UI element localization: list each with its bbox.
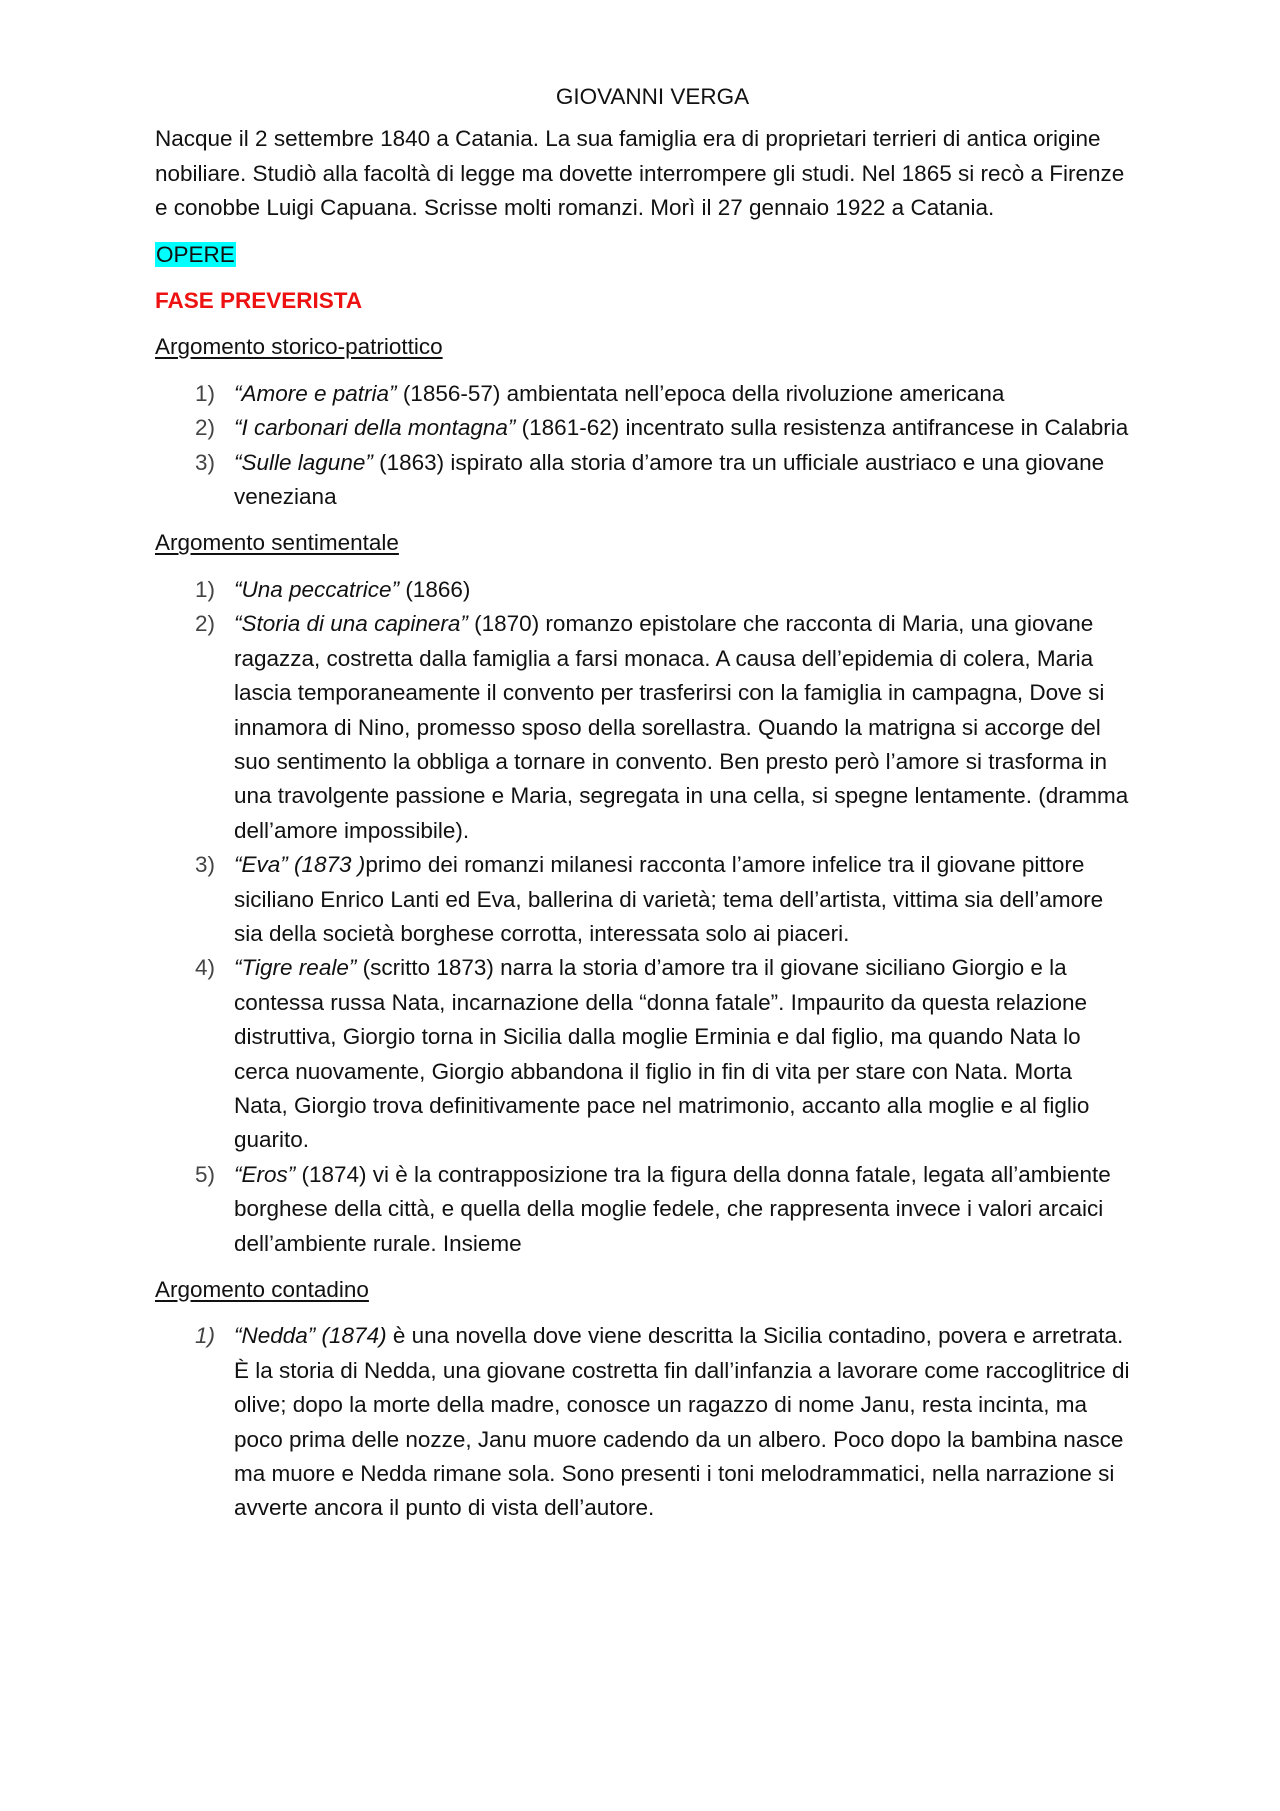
document-title: GIOVANNI VERGA <box>555 84 750 109</box>
list-item <box>155 951 1130 1157</box>
work-title: “Eva” (1873 ) <box>234 852 366 878</box>
work-description: (1856-57) ambientata nell’epoca della rivoluzione americana <box>396 380 1005 406</box>
work-title: “Nedda” (1874) <box>234 1323 387 1349</box>
item-number: 1) <box>195 576 216 602</box>
item-number: 3) <box>195 852 216 878</box>
work-description: (1866) <box>399 576 471 602</box>
works-list-contadino <box>155 1319 1130 1525</box>
work-title: “I carbonari della montagna” <box>234 415 516 441</box>
works-list-sentimentale <box>155 573 1130 1261</box>
list-item <box>155 573 1130 607</box>
item-number: 1) <box>195 1323 216 1349</box>
works-list-storico <box>155 377 1130 515</box>
section-heading-sentimentale: Argomento sentimentale <box>155 530 399 556</box>
work-title: “Sulle lagune” <box>234 449 373 475</box>
document-page <box>155 80 1130 1538</box>
item-number: 2) <box>195 611 216 637</box>
list-item <box>155 607 1130 848</box>
list-item <box>155 411 1130 445</box>
work-title: “Tigre reale” <box>234 955 357 981</box>
section-heading-storico: Argomento storico-patriottico <box>155 334 443 360</box>
work-title: “Una peccatrice” <box>234 576 400 602</box>
work-description: (1863) ispirato alla storia d’amore tra un ufficiale austriaco e una giovane veneziana <box>234 449 1105 510</box>
list-item <box>155 446 1130 515</box>
list-item <box>155 1158 1130 1261</box>
intro-paragraph: Nacque il 2 settembre 1840 a Catania. La sua famiglia era di proprietari terrieri di antica origine nobiliare. Studiò alla facoltà di legge ma dovette interrompere gli studi. Nel 1865 si recò a Firenze e conobbe Luigi Capuana. Scrisse molti romanzi. Morì il 27 gennaio 1922 a Catania. <box>155 126 1125 221</box>
item-number: 3) <box>195 449 216 475</box>
work-description: (1861-62) incentrato sulla resistenza antifrancese in Calabria <box>515 415 1129 441</box>
section-heading-contadino: Argomento contadino <box>155 1277 369 1302</box>
item-number: 2) <box>195 415 216 441</box>
work-description: (1870) romanzo epistolare che racconta di Maria, una giovane ragazza, costretta dalla famiglia a farsi monaca. A causa dell’epidemia di colera, Maria lascia temporaneamente il convento per trasferirsi con la famiglia in campagna, Dove si innamora di Nino, promesso sposo della sorellastra. Quando la matrigna si accorge del suo sentimento la obbliga a tornare in convento. Ben presto però l’amore si trasforma in una travolgente passione e Maria, segregata in una cella, si spegne lentamente. (dramma dell’amore impossibile). <box>234 611 1129 843</box>
work-description: primo dei romanzi milanesi racconta l’amore infelice tra il giovane pittore siciliano Enrico Lanti ed Eva, ballerina di varietà; tema dell’artista, vittima sia dell’amore sia della società borghese corrotta, interessata solo ai piaceri. <box>234 852 1104 946</box>
opere-label: OPERE <box>156 241 235 267</box>
list-item <box>155 1319 1130 1525</box>
item-number: 5) <box>195 1161 216 1187</box>
work-description: (scritto 1873) narra la storia d’amore tra il giovane siciliano Giorgio e la contessa russa Nata, incarnazione della “donna fatale”. Impaurito da questa relazione distruttiva, Giorgio torna in Sicilia dalla moglie Erminia e dal figlio, ma quando Nata lo cerca nuovamente, Giorgio abbandona il figlio in fin di vita per stare con Nata. Morta Nata, Giorgio trova definitivamente pace nel matrimonio, accanto alla moglie e al figlio guarito. <box>234 955 1090 1153</box>
item-number: 1) <box>195 380 216 406</box>
work-description: (1874) vi è la contrapposizione tra la figura della donna fatale, legata all’ambiente borghese della città, e quella della moglie fedele, che rappresenta invece i valori arcaici dell’ambiente rurale. Insieme <box>234 1161 1111 1256</box>
work-description: è una novella dove viene descritta la Sicilia contadino, povera e arretrata. È la storia di Nedda, una giovane costretta fin dall’infanzia a lavorare come raccoglitrice di olive; dopo la morte della madre, conosce un ragazzo di nome Janu, resta incinta, ma poco prima delle nozze, Janu muore cadendo da un albero. Poco dopo la bambina nasce ma muore e Nedda rimane sola. Sono presenti i toni melodrammatici, nella narrazione si avverte ancora il punto di vista dell’autore. <box>234 1323 1130 1521</box>
work-title: “Amore e patria” <box>234 380 397 406</box>
work-title: “Eros” <box>234 1161 296 1187</box>
fase-heading: FASE PREVERISTA <box>155 288 363 314</box>
list-item <box>155 377 1130 411</box>
list-item <box>155 848 1130 951</box>
opere-heading <box>155 238 1130 272</box>
item-number: 4) <box>195 955 216 981</box>
work-title: “Storia di una capinera” <box>234 611 468 637</box>
